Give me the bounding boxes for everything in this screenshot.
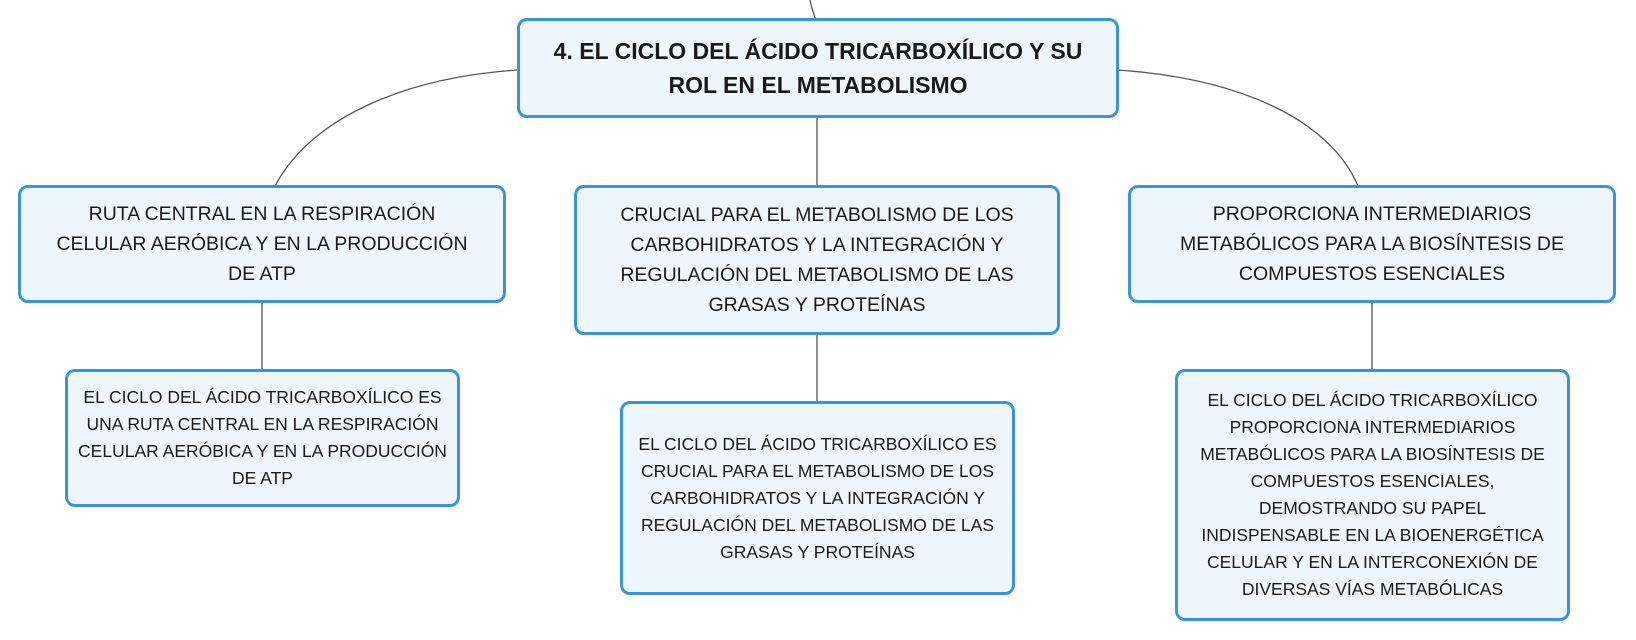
- branch-label-2: CRUCIAL PARA EL METABOLISMO DE LOS CARBOHIDRATOS Y LA INTEGRACIÓN Y REGULACIÓN DEL METABOLISMO DE LAS GRASAS Y PROTEÍNAS: [620, 204, 1014, 316]
- connector-root-to-branch-3: [1117, 70, 1358, 186]
- root-topic-label: 4. EL CICLO DEL ÁCIDO TRICARBOXÍLICO Y SU ROL EN EL METABOLISMO: [553, 38, 1083, 98]
- detail-label-3: EL CICLO DEL ÁCIDO TRICARBOXÍLICO PROPORCIONA INTERMEDIARIOS METABÓLICOS PARA LA BIOSÍNTESIS DE COMPUESTOS ESENCIALES, DEMOSTRANDO SU PAPEL INDISPENSABLE EN LA BIOENERGÉTICA CELULAR Y EN LA INTERCONEXIÓN DE DIVERSAS VÍAS METABÓLICAS: [1200, 390, 1545, 599]
- detail-node-2[interactable]: [620, 401, 1015, 595]
- branch-label-3: PROPORCIONA INTERMEDIARIOS METABÓLICOS PARA LA BIOSÍNTESIS DE COMPUESTOS ESENCIALES: [1180, 203, 1564, 285]
- connector-root-to-branch-1: [275, 70, 517, 186]
- detail-label-1: EL CICLO DEL ÁCIDO TRICARBOXÍLICO ES UNA RUTA CENTRAL EN LA RESPIRACIÓN CELULAR AERÓBICA Y EN LA PRODUCCIÓN DE ATP: [78, 387, 447, 488]
- detail-label-2: EL CICLO DEL ÁCIDO TRICARBOXÍLICO ES CRUCIAL PARA EL METABOLISMO DE LOS CARBOHIDRATOS Y LA INTEGRACIÓN Y REGULACIÓN DEL METABOLISMO DE LAS GRASAS Y PROTEÍNAS: [638, 433, 997, 562]
- branch-node-1[interactable]: [18, 185, 506, 303]
- root-topic-node[interactable]: [517, 18, 1119, 118]
- connector-parent-to-root: [810, 0, 816, 20]
- branch-node-3[interactable]: [1128, 185, 1616, 303]
- detail-node-3[interactable]: [1175, 369, 1570, 621]
- branch-node-2[interactable]: [574, 185, 1060, 335]
- detail-node-1[interactable]: [65, 369, 460, 507]
- branch-label-1: RUTA CENTRAL EN LA RESPIRACIÓN CELULAR AERÓBICA Y EN LA PRODUCCIÓN DE ATP: [56, 203, 468, 285]
